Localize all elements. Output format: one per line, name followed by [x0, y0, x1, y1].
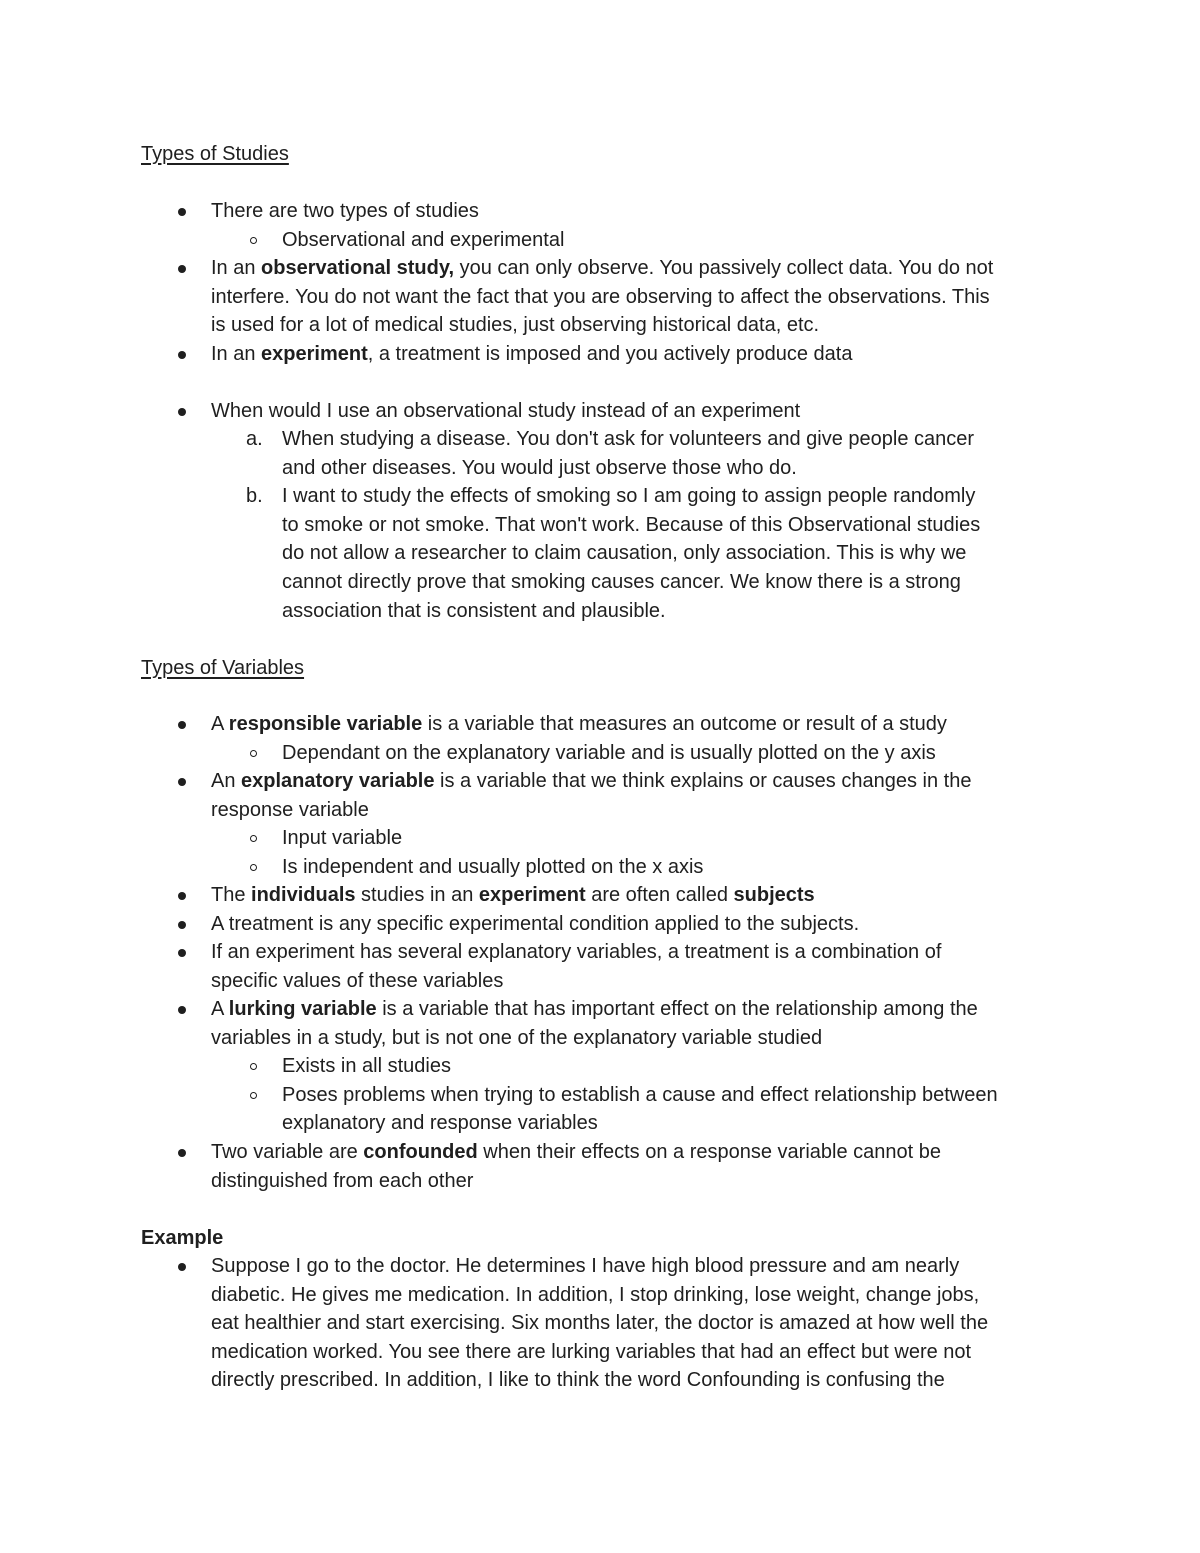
sub-list-item: Exists in all studies	[282, 1055, 451, 1077]
list-item: An explanatory variable is a variable that we think explains or causes changes in the	[211, 770, 972, 792]
sub-list-item: Poses problems when trying to establish a cause and effect relationship between	[282, 1084, 998, 1106]
sub-list-item: Dependant on the explanatory variable and is usually plotted on the y axis	[282, 742, 936, 764]
term-individuals: individuals	[251, 884, 356, 906]
sub-list-item: I want to study the effects of smoking so I am going to assign people randomly	[282, 485, 976, 507]
list-item: Suppose I go to the doctor. He determines I have high blood pressure and am nearly	[211, 1255, 960, 1277]
bullet-icon	[178, 892, 186, 900]
list-item: A treatment is any specific experimental condition applied to the subjects.	[211, 913, 860, 935]
sub-list-item-continuation: do not allow a researcher to claim causation, only association. This is why we	[282, 542, 967, 564]
bullet-icon	[178, 265, 186, 273]
heading-example: Example	[141, 1227, 224, 1249]
bullet-icon	[178, 208, 186, 216]
list-item-continuation: response variable	[211, 799, 369, 821]
sub-list-item: Observational and experimental	[282, 229, 565, 251]
list-item-continuation: diabetic. He gives me medication. In addition, I stop drinking, lose weight, change jobs,	[211, 1284, 980, 1306]
list-item: The individuals studies in an experiment are often called subjects	[211, 884, 815, 906]
bullet-icon	[178, 351, 186, 359]
list-marker-b: b.	[246, 485, 263, 507]
circle-bullet-icon	[250, 835, 257, 842]
term-observational-study: observational study,	[261, 257, 455, 279]
list-item-continuation: is used for a lot of medical studies, just observing historical data, etc.	[211, 314, 820, 336]
term-explanatory-variable: explanatory variable	[241, 770, 435, 792]
list-item: In an experiment, a treatment is imposed and you actively produce data	[211, 343, 853, 365]
list-item: Two variable are confounded when their effects on a response variable cannot be	[211, 1141, 941, 1163]
circle-bullet-icon	[250, 1092, 257, 1099]
sub-list-item: Input variable	[282, 827, 403, 849]
bullet-icon	[178, 408, 186, 416]
list-marker-a: a.	[246, 428, 263, 450]
list-item: If an experiment has several explanatory variables, a treatment is a combination of	[211, 941, 942, 963]
sub-list-item: When studying a disease. You don't ask for volunteers and give people cancer	[282, 428, 975, 450]
circle-bullet-icon	[250, 864, 257, 871]
bullet-icon	[178, 921, 186, 929]
bullet-icon	[178, 1263, 186, 1271]
list-item: When would I use an observational study instead of an experiment	[211, 400, 801, 422]
term-lurking-variable: lurking variable	[228, 998, 377, 1020]
sub-list-item-continuation: explanatory and response variables	[282, 1112, 598, 1134]
bullet-icon	[178, 949, 186, 957]
list-item-continuation: directly prescribed. In addition, I like to think the word Confounding is confusing the	[211, 1369, 945, 1391]
list-item-continuation: variables in a study, but is not one of the explanatory variable studied	[211, 1027, 823, 1049]
list-item: In an observational study, you can only observe. You passively collect data. You do not	[211, 257, 994, 279]
circle-bullet-icon	[250, 1063, 257, 1070]
sub-list-item: Is independent and usually plotted on the x axis	[282, 856, 704, 878]
list-item-continuation: interfere. You do not want the fact that you are observing to affect the observations. This	[211, 286, 990, 308]
sub-list-item-continuation: cannot directly prove that smoking causes cancer. We know there is a strong	[282, 571, 961, 593]
list-item-continuation: medication worked. You see there are lurking variables that had an effect but were not	[211, 1341, 972, 1363]
sub-list-item-continuation: association that is consistent and plausible.	[282, 600, 666, 622]
list-item: A responsible variable is a variable that measures an outcome or result of a study	[211, 713, 947, 735]
heading-types-of-variables: Types of Variables	[141, 657, 305, 679]
term-subjects: subjects	[733, 884, 815, 906]
list-item-continuation: distinguished from each other	[211, 1170, 474, 1192]
list-item-continuation: specific values of these variables	[211, 970, 504, 992]
list-item: There are two types of studies	[211, 200, 479, 222]
bullet-icon	[178, 778, 186, 786]
sub-list-item-continuation: and other diseases. You would just observe those who do.	[282, 457, 797, 479]
term-responsible-variable: responsible variable	[228, 713, 423, 735]
term-confounded: confounded	[363, 1141, 478, 1163]
bullet-icon	[178, 1006, 186, 1014]
circle-bullet-icon	[250, 750, 257, 757]
list-item: A lurking variable is a variable that has important effect on the relationship among the	[211, 998, 978, 1020]
heading-types-of-studies: Types of Studies	[141, 143, 289, 165]
bullet-icon	[178, 1149, 186, 1157]
sub-list-item-continuation: to smoke or not smoke. That won't work. Because of this Observational studies	[282, 514, 981, 536]
term-experiment: experiment	[261, 343, 368, 365]
list-item-continuation: eat healthier and start exercising. Six months later, the doctor is amazed at how well the	[211, 1312, 989, 1334]
term-experiment: experiment	[478, 884, 586, 906]
bullet-icon	[178, 721, 186, 729]
circle-bullet-icon	[250, 237, 257, 244]
